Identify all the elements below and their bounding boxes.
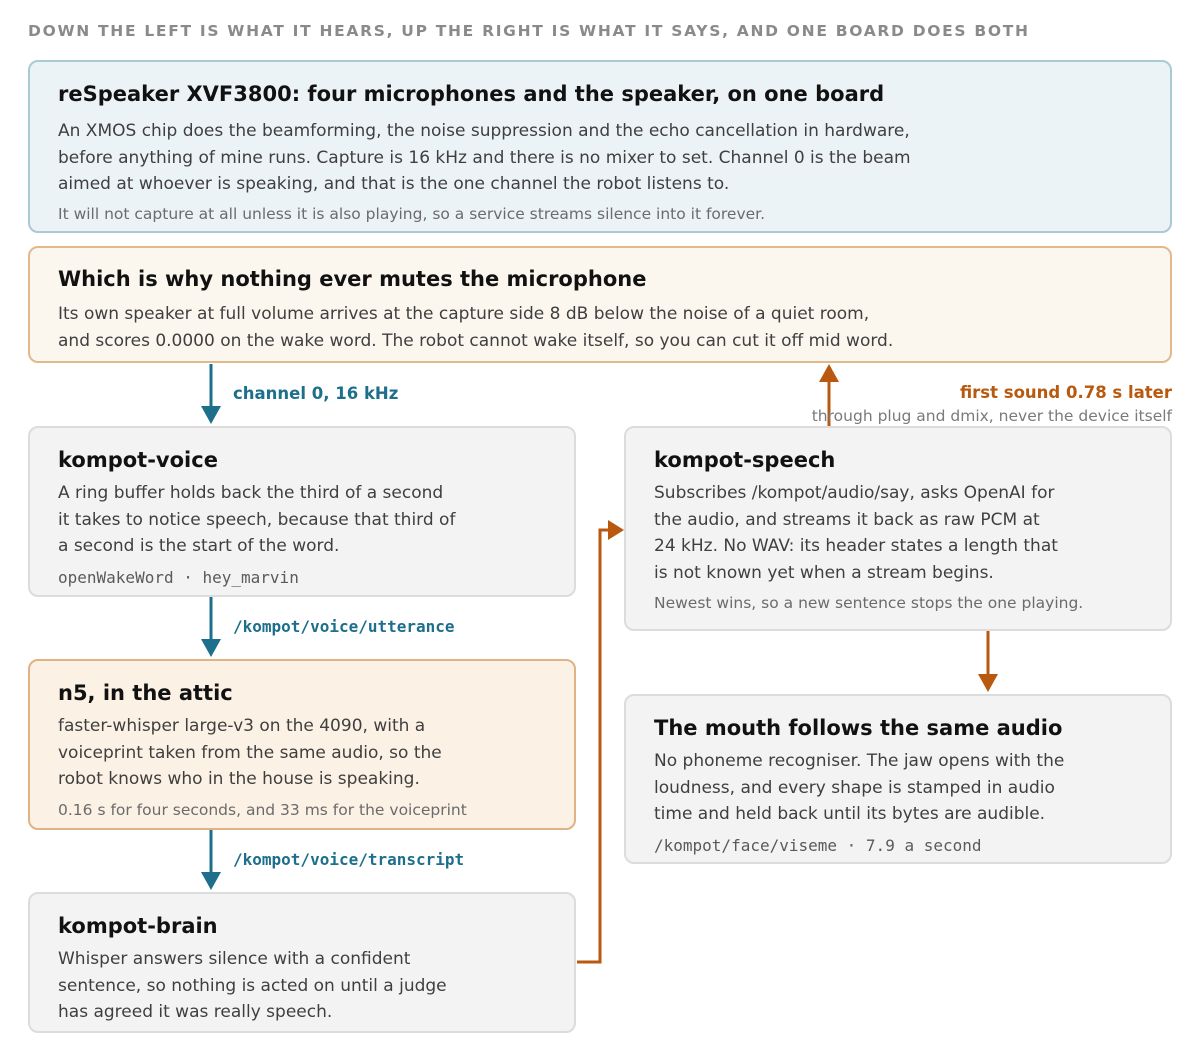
no-mute-body-line: and scores 0.0000 on the wake word. The robot cannot wake itself, so you can cut it off mid word. [58,330,894,351]
n5-body-line: robot knows who in the house is speaking. [58,769,420,789]
n5-attic-box [28,659,576,830]
diagram-kicker: DOWN THE LEFT IS WHAT IT HEARS, UP THE RIGHT IS WHAT IT SAYS, AND ONE BOARD DOES BOTH [28,22,1030,40]
mouth-body-line: time and held back until its bytes are audible. [654,804,1046,824]
kompot-speech-body-line: 24 kHz. No WAV: its header states a length that [654,536,1058,556]
arrow-brain-to-speech [577,520,624,962]
kompot-speech-body-line: is not known yet when a stream begins. [654,562,994,583]
arrow-mic-to-voice [201,364,221,424]
arrow-speech-to-mouth [978,631,998,692]
no-mute-title: Which is why nothing ever mutes the microphone [58,267,647,291]
kompot-speech-title: kompot-speech [654,448,836,472]
kompot-speech-note: Newest wins, so a new sentence stops the one playing. [654,594,1084,612]
respeaker-note: It will not capture at all unless it is also playing, so a service streams silence into it forever. [58,204,766,223]
kompot-brain-body-line: has agreed it was really speech. [58,1002,333,1022]
edge-label-transcript: /kompot/voice/transcript [233,850,465,869]
kompot-voice-body-line: it takes to notice speech, because that third of [58,509,456,530]
respeaker-title: reSpeaker XVF3800: four microphones and the speaker, on one board [58,82,885,106]
no-mute-box [28,246,1172,363]
mouth-viseme-topic: /kompot/face/viseme · 7.9 a second [654,835,982,855]
respeaker-board-box [28,60,1172,233]
kompot-voice-body-line: A ring buffer holds back the third of a second [58,483,444,503]
edge-label-dmix: through plug and dmix, never the device itself [811,407,1172,425]
n5-body-line: voiceprint taken from the same audio, so the [58,742,442,763]
kompot-voice-title: kompot-voice [58,448,218,472]
mouth-title: The mouth follows the same audio [654,716,1063,740]
kompot-brain-box [28,892,576,1033]
kompot-brain-body-line: Whisper answers silence with a confident [58,949,411,969]
n5-title: n5, in the attic [58,681,233,705]
kompot-voice-body-line: a second is the start of the word. [58,536,340,556]
kompot-voice-wakeword: openWakeWord · hey_marvin [58,567,299,587]
no-mute-body-line: Its own speaker at full volume arrives at the capture side 8 dB below the noise of a quiet room, [58,304,870,324]
edge-label-channel: channel 0, 16 kHz [233,384,399,403]
arrow-voice-to-n5 [201,597,221,657]
edge-label-utterance: /kompot/voice/utterance [233,617,455,636]
n5-note: 0.16 s for four seconds, and 33 ms for the voiceprint [58,800,467,819]
kompot-speech-box [624,426,1172,631]
respeaker-body-line: An XMOS chip does the beamforming, the noise suppression and the echo cancellation in hardware, [58,121,910,141]
kompot-brain-body-line: sentence, so nothing is acted on until a judge [58,975,447,996]
mouth-body-line: No phoneme recogniser. The jaw opens with the [654,751,1065,771]
kompot-voice-box [28,426,576,597]
respeaker-body-line: aimed at whoever is speaking, and that is the one channel the robot listens to. [58,174,730,194]
kompot-brain-title: kompot-brain [58,914,218,938]
mouth-box [624,694,1172,864]
n5-body-line: faster-whisper large-v3 on the 4090, with a [58,716,426,736]
respeaker-body-line: before anything of mine runs. Capture is 16 kHz and there is no mixer to set. Channel 0 is the beam [58,147,911,168]
edge-label-first-sound: first sound 0.78 s later [959,383,1172,402]
mouth-body-line: loudness, and every shape is stamped in audio [654,777,1055,798]
kompot-speech-body-line: Subscribes /kompot/audio/say, asks OpenAI for [654,483,1055,503]
arrow-n5-to-brain [201,830,221,890]
kompot-speech-body-line: the audio, and streams it back as raw PCM at [654,509,1040,530]
